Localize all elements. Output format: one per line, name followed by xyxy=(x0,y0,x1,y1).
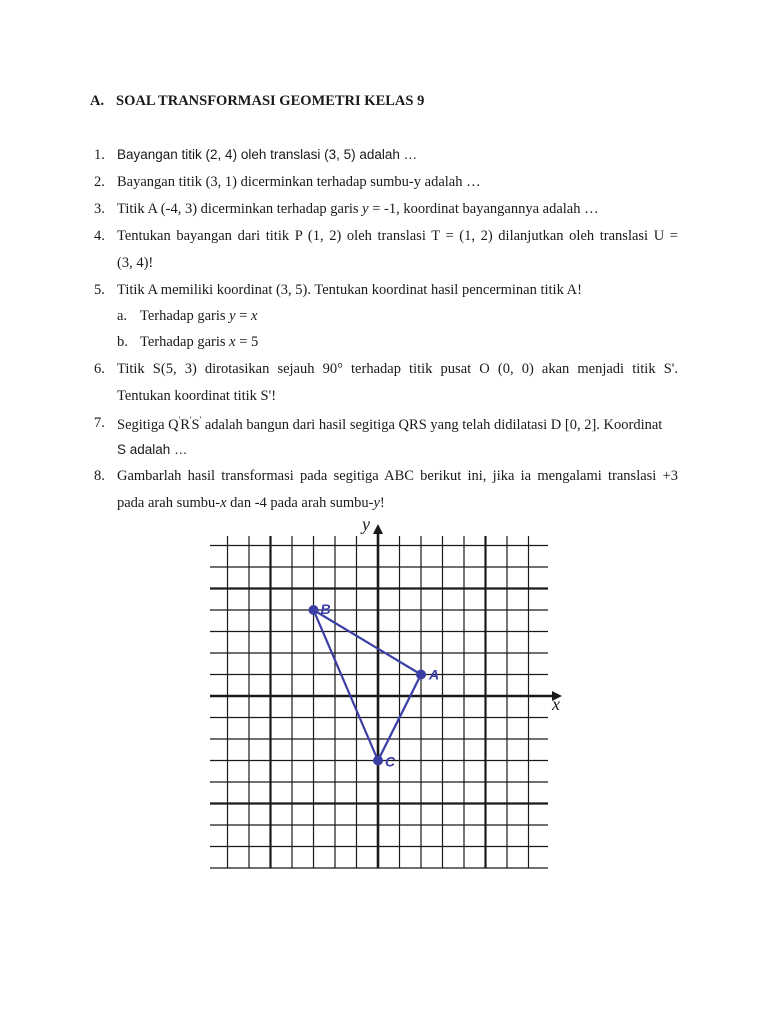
question-6-number: 6. xyxy=(94,361,105,377)
question-6-line-1: Titik S(5, 3) dirotasikan sejauh 90° terhadap titik pusat O (0, 0) akan menjadi titik S'. xyxy=(117,361,678,377)
question-8-line-1: Gambarlah hasil transformasi pada segitiga ABC berikut ini, jika ia mengalami translasi +3 xyxy=(117,468,678,484)
question-5a-text: Terhadap garis y = x xyxy=(140,308,258,324)
question-6-line-2: Tentukan koordinat titik S'! xyxy=(117,388,277,404)
question-2-number: 2. xyxy=(94,174,105,190)
question-4-line-2: (3, 4)! xyxy=(117,255,154,271)
question-3-number: 3. xyxy=(94,201,105,217)
question-4-line-1: Tentukan bayangan dari titik P (1, 2) oleh translasi T = (1, 2) dilanjutkan oleh translasi U = xyxy=(117,228,678,244)
point-B xyxy=(309,605,319,615)
question-4-number: 4. xyxy=(94,228,105,244)
point-label-C: C xyxy=(385,753,396,770)
section-number: A. xyxy=(90,93,105,109)
question-5b-text: Terhadap garis x = 5 xyxy=(140,334,259,350)
y-axis-label: y xyxy=(362,514,370,534)
question-5-text: Titik A memiliki koordinat (3, 5). Tentukan koordinat hasil pencerminan titik A! xyxy=(117,282,582,298)
question-7-line-2: S adalah … xyxy=(117,442,188,457)
point-label-B: B xyxy=(320,601,331,617)
question-8-line-2: pada arah sumbu-x dan -4 pada arah sumbu-y! xyxy=(117,495,385,511)
point-A xyxy=(416,670,426,680)
question-7-line-1: Segitiga Q'R'S' adalah bangun dari hasil segitiga QRS yang telah didilatasi D [0, 2]. Koordinat xyxy=(117,415,663,433)
y-axis-arrow xyxy=(373,524,383,534)
question-5-number: 5. xyxy=(94,282,105,298)
question-1-number: 1. xyxy=(94,147,105,163)
question-5b-label: b. xyxy=(117,334,128,350)
triangle-side-AB xyxy=(314,610,422,675)
question-7-number: 7. xyxy=(94,415,105,431)
point-C xyxy=(373,756,383,766)
question-8-number: 8. xyxy=(94,468,105,484)
question-2-text: Bayangan titik (3, 1) dicerminkan terhadap sumbu-y adalah … xyxy=(117,174,481,190)
section-title: SOAL TRANSFORMASI GEOMETRI KELAS 9 xyxy=(116,93,425,109)
triangle-side-BC xyxy=(314,610,379,761)
x-axis-label: x xyxy=(552,694,560,714)
question-1-text: Bayangan titik (2, 4) oleh translasi (3, 5) adalah … xyxy=(117,147,418,162)
point-label-A: A xyxy=(429,666,440,683)
question-3-text: Titik A (-4, 3) dicerminkan terhadap garis y = -1, koordinat bayangannya adalah … xyxy=(117,201,599,217)
question-5a-label: a. xyxy=(117,308,128,324)
